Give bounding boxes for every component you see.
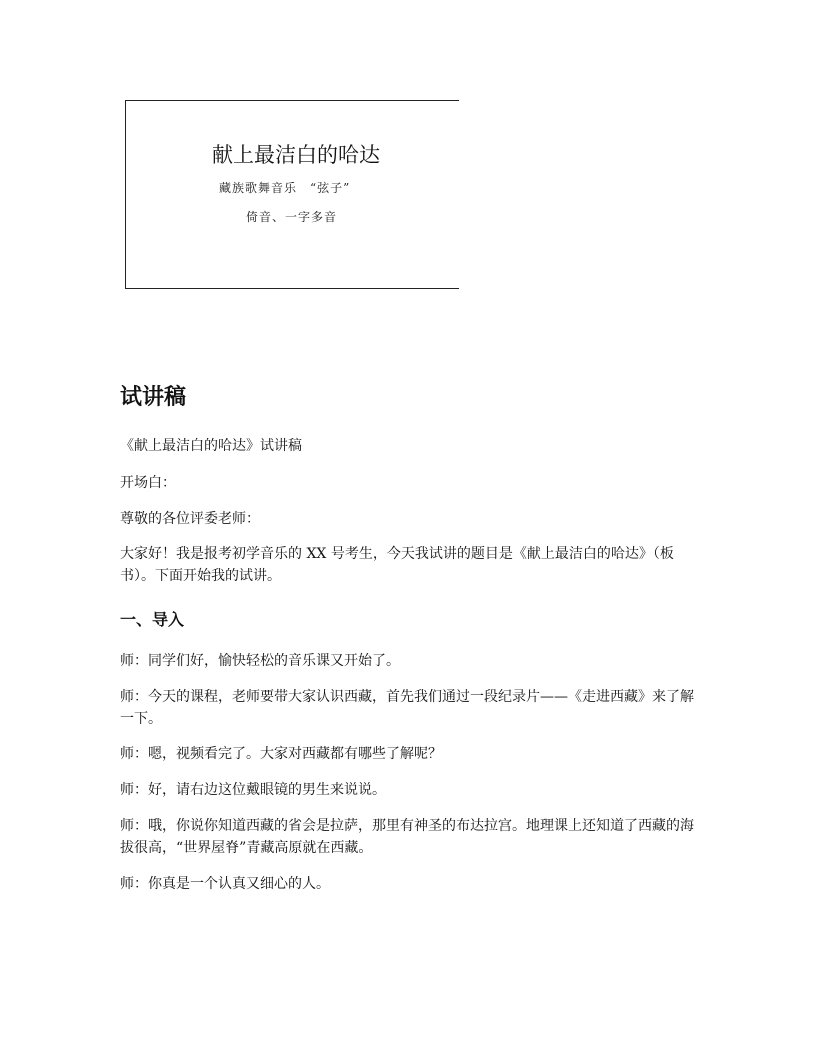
slide-subtitle-2: 倚音、一字多音 xyxy=(246,210,338,224)
section-paragraph: 师：今天的课程，老师要带大家认识西藏，首先我们通过一段纪录片——《走进西藏》来了解一下。 xyxy=(120,689,694,727)
section-paragraph: 师：好，请右边这位戴眼镜的男生来说说。 xyxy=(120,782,386,798)
section-paragraph: 师：同学们好，愉快轻松的音乐课又开始了。 xyxy=(120,653,400,669)
section-heading: 一、导入 xyxy=(120,610,185,629)
section-paragraph: 师：你真是一个认真又细心的人。 xyxy=(120,876,330,892)
document-heading: 试讲稿 xyxy=(120,385,187,410)
slide-thumbnail xyxy=(125,100,459,289)
slide-title: 献上最洁白的哈达 xyxy=(212,143,380,167)
section-paragraph: 师：嗯，视频看完了。大家对西藏都有哪些了解呢？ xyxy=(120,746,442,762)
paragraph-opening: 开场白： xyxy=(120,475,176,491)
paragraph-greeting: 尊敬的各位评委老师： xyxy=(120,511,260,527)
paragraph-intro: 大家好！我是报考初学音乐的 XX 号考生，今天我试讲的题目是《献上最洁白的哈达》（板书）。下面开始我的试讲。 xyxy=(120,546,674,584)
slide-subtitle: 藏族歌舞音乐 “弦子” xyxy=(219,181,351,195)
section-paragraph: 师：哦，你说你知道西藏的省会是拉萨，那里有神圣的布达拉宫。地理课上还知道了西藏的海拔很高，“世界屋脊”青藏高原就在西藏。 xyxy=(120,818,694,856)
paragraph-title: 《献上最洁白的哈达》试讲稿 xyxy=(120,438,302,454)
